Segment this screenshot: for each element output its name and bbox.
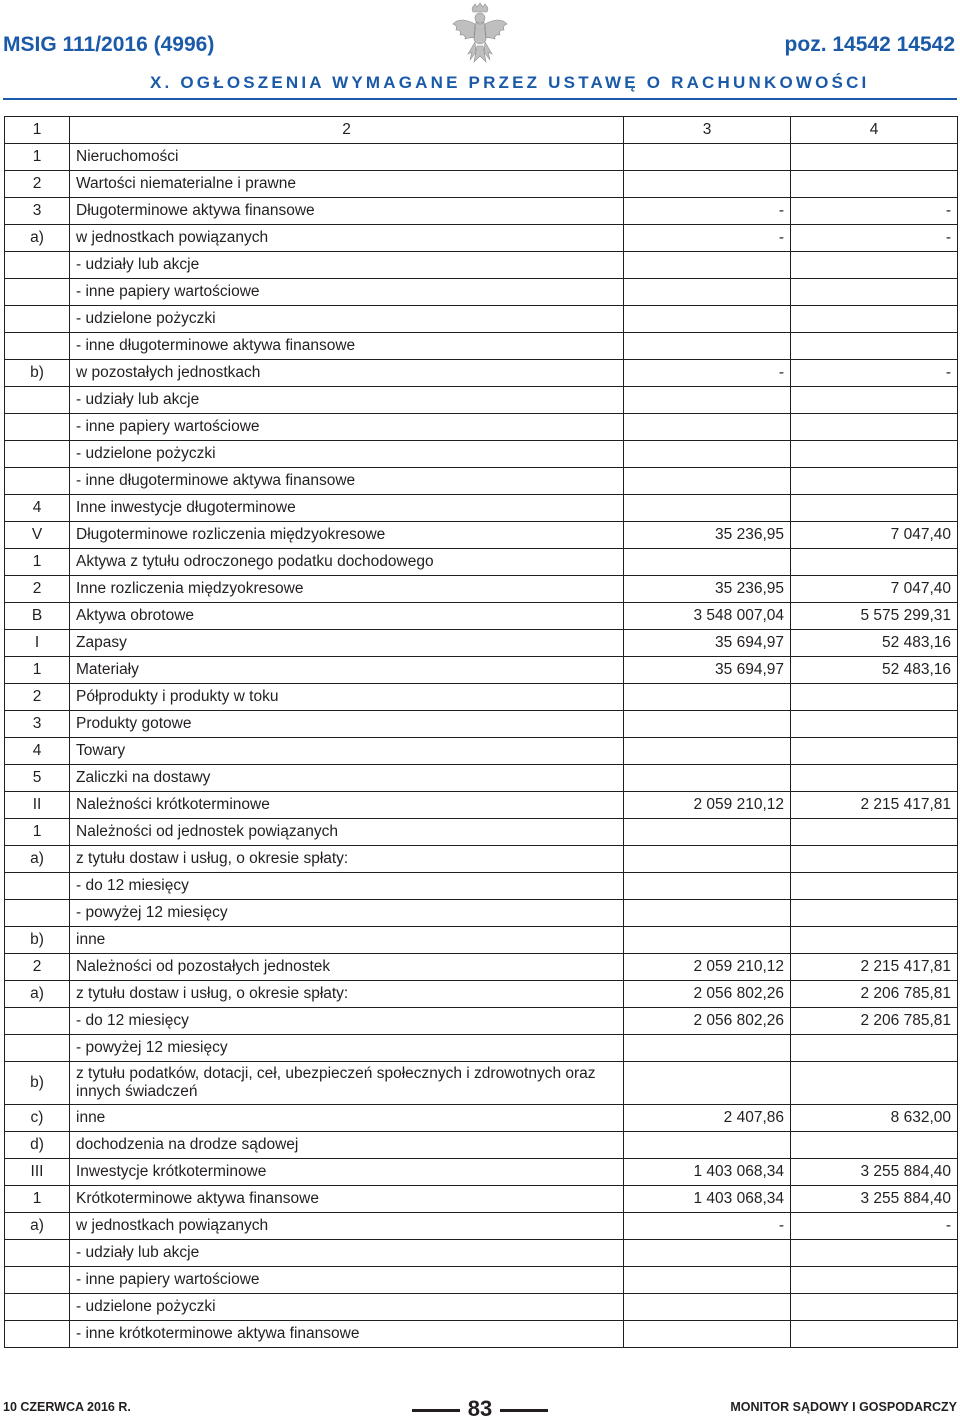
current-year-cell <box>624 252 791 279</box>
previous-year-cell: 52 483,16 <box>791 657 958 684</box>
row-label-cell: - inne papiery wartościowe <box>70 1267 624 1294</box>
previous-year-cell: 52 483,16 <box>791 630 958 657</box>
row-label-cell: Zaliczki na dostawy <box>70 765 624 792</box>
table-row <box>5 1132 958 1159</box>
table-row <box>5 738 958 765</box>
table-row <box>5 954 958 981</box>
row-index-cell: 1 <box>5 657 70 684</box>
row-index-cell: 5 <box>5 765 70 792</box>
table-row <box>5 414 958 441</box>
previous-year-cell <box>791 468 958 495</box>
previous-year-cell <box>791 144 958 171</box>
row-index-cell: b) <box>5 360 70 387</box>
row-index-cell <box>5 1321 70 1348</box>
row-label-cell: - inne krótkoterminowe aktywa finansowe <box>70 1321 624 1348</box>
row-index-cell <box>5 387 70 414</box>
current-year-cell: 2 056 802,26 <box>624 1008 791 1035</box>
current-year-cell: 2 059 210,12 <box>624 954 791 981</box>
current-year-cell <box>624 1062 791 1105</box>
previous-year-cell <box>791 1294 958 1321</box>
row-index-cell: a) <box>5 1213 70 1240</box>
current-year-cell <box>624 495 791 522</box>
table-row <box>5 549 958 576</box>
previous-year-cell: 8 632,00 <box>791 1105 958 1132</box>
current-year-cell <box>624 1035 791 1062</box>
row-index-cell <box>5 414 70 441</box>
row-index-cell: I <box>5 630 70 657</box>
table-row <box>5 441 958 468</box>
current-year-cell <box>624 387 791 414</box>
previous-year-cell: 7 047,40 <box>791 576 958 603</box>
row-label-cell: z tytułu podatków, dotacji, ceł, ubezpieczeń społecznych i zdrowotnych oraz innych świadczeń <box>70 1062 624 1105</box>
current-year-cell <box>624 1294 791 1321</box>
row-index-cell: 2 <box>5 954 70 981</box>
previous-year-cell <box>791 441 958 468</box>
previous-year-cell <box>791 1267 958 1294</box>
page-dash-left <box>412 1409 460 1412</box>
current-year-cell <box>624 333 791 360</box>
row-index-cell <box>5 468 70 495</box>
page-dash-right <box>500 1409 548 1412</box>
table-row <box>5 1294 958 1321</box>
table-row <box>5 306 958 333</box>
row-index-cell: b) <box>5 927 70 954</box>
row-label-cell: - udziały lub akcje <box>70 252 624 279</box>
table-row <box>5 495 958 522</box>
current-year-cell <box>624 1240 791 1267</box>
current-year-cell <box>624 279 791 306</box>
row-label-cell: - powyżej 12 miesięcy <box>70 1035 624 1062</box>
row-label-cell: Materiały <box>70 657 624 684</box>
table-row <box>5 279 958 306</box>
row-label-cell: w pozostałych jednostkach <box>70 360 624 387</box>
current-year-cell <box>624 684 791 711</box>
row-index-cell: 3 <box>5 711 70 738</box>
row-label-cell: - udzielone pożyczki <box>70 1294 624 1321</box>
previous-year-cell: 5 575 299,31 <box>791 603 958 630</box>
row-label-cell: Inne inwestycje długoterminowe <box>70 495 624 522</box>
current-year-cell <box>624 414 791 441</box>
row-label-cell: Nieruchomości <box>70 144 624 171</box>
previous-year-cell <box>791 333 958 360</box>
previous-year-cell <box>791 738 958 765</box>
footer-publication: MONITOR SĄDOWY I GOSPODARCZY <box>730 1400 957 1414</box>
header-cell-2: 2 <box>70 117 624 144</box>
table-row <box>5 387 958 414</box>
previous-year-cell <box>791 414 958 441</box>
table-row <box>5 360 958 387</box>
previous-year-cell: - <box>791 198 958 225</box>
current-year-cell: - <box>624 1213 791 1240</box>
row-index-cell: V <box>5 522 70 549</box>
table-row <box>5 1062 958 1105</box>
row-label-cell: Półprodukty i produkty w toku <box>70 684 624 711</box>
table-row <box>5 873 958 900</box>
row-label-cell: z tytułu dostaw i usług, o okresie spłaty: <box>70 846 624 873</box>
row-index-cell: 4 <box>5 495 70 522</box>
table-row <box>5 927 958 954</box>
table-row <box>5 1008 958 1035</box>
row-label-cell: Wartości niematerialne i prawne <box>70 171 624 198</box>
table-row <box>5 630 958 657</box>
row-index-cell: II <box>5 792 70 819</box>
row-index-cell <box>5 1035 70 1062</box>
row-label-cell: - udzielone pożyczki <box>70 306 624 333</box>
table-row <box>5 468 958 495</box>
table-row <box>5 657 958 684</box>
current-year-cell: 35 236,95 <box>624 522 791 549</box>
table-row <box>5 333 958 360</box>
current-year-cell <box>624 927 791 954</box>
previous-year-cell <box>791 1062 958 1105</box>
previous-year-cell <box>791 387 958 414</box>
table-row <box>5 1105 958 1132</box>
previous-year-cell <box>791 900 958 927</box>
current-year-cell: - <box>624 225 791 252</box>
row-index-cell <box>5 1294 70 1321</box>
current-year-cell <box>624 144 791 171</box>
issue-number: MSIG 111/2016 (4996) <box>3 33 215 56</box>
current-year-cell: 3 548 007,04 <box>624 603 791 630</box>
row-label-cell: Należności od pozostałych jednostek <box>70 954 624 981</box>
row-label-cell: w jednostkach powiązanych <box>70 225 624 252</box>
previous-year-cell <box>791 495 958 522</box>
row-label-cell: Aktywa obrotowe <box>70 603 624 630</box>
table-row <box>5 144 958 171</box>
row-label-cell: Długoterminowe rozliczenia międzyokresowe <box>70 522 624 549</box>
table-row <box>5 198 958 225</box>
row-label-cell: - inne długoterminowe aktywa finansowe <box>70 333 624 360</box>
row-label-cell: Zapasy <box>70 630 624 657</box>
current-year-cell <box>624 738 791 765</box>
previous-year-cell <box>791 549 958 576</box>
position-number: poz. 14542 14542 <box>784 33 955 56</box>
previous-year-cell: 2 206 785,81 <box>791 981 958 1008</box>
row-index-cell: b) <box>5 1062 70 1105</box>
previous-year-cell <box>791 873 958 900</box>
row-label-cell: - udziały lub akcje <box>70 1240 624 1267</box>
previous-year-cell <box>791 927 958 954</box>
previous-year-cell <box>791 819 958 846</box>
row-label-cell: inne <box>70 1105 624 1132</box>
row-label-cell: Długoterminowe aktywa finansowe <box>70 198 624 225</box>
row-label-cell: - udzielone pożyczki <box>70 441 624 468</box>
row-index-cell <box>5 1240 70 1267</box>
previous-year-cell <box>791 1240 958 1267</box>
row-label-cell: z tytułu dostaw i usług, o okresie spłaty: <box>70 981 624 1008</box>
table-row <box>5 522 958 549</box>
row-index-cell <box>5 252 70 279</box>
previous-year-cell <box>791 711 958 738</box>
previous-year-cell <box>791 846 958 873</box>
row-index-cell: B <box>5 603 70 630</box>
current-year-cell <box>624 549 791 576</box>
current-year-cell <box>624 846 791 873</box>
previous-year-cell <box>791 252 958 279</box>
table-row <box>5 603 958 630</box>
current-year-cell: 35 694,97 <box>624 630 791 657</box>
table-row <box>5 846 958 873</box>
row-index-cell: a) <box>5 846 70 873</box>
row-index-cell: a) <box>5 981 70 1008</box>
row-index-cell: 4 <box>5 738 70 765</box>
previous-year-cell <box>791 684 958 711</box>
row-index-cell <box>5 279 70 306</box>
row-label-cell: - udziały lub akcje <box>70 387 624 414</box>
row-label-cell: Aktywa z tytułu odroczonego podatku dochodowego <box>70 549 624 576</box>
current-year-cell: 2 056 802,26 <box>624 981 791 1008</box>
table-row <box>5 1240 958 1267</box>
previous-year-cell <box>791 1132 958 1159</box>
current-year-cell: 1 403 068,34 <box>624 1159 791 1186</box>
previous-year-cell: - <box>791 360 958 387</box>
row-index-cell: 1 <box>5 549 70 576</box>
row-label-cell: - do 12 miesięcy <box>70 1008 624 1035</box>
previous-year-cell <box>791 171 958 198</box>
row-index-cell <box>5 900 70 927</box>
previous-year-cell: 3 255 884,40 <box>791 1186 958 1213</box>
row-index-cell: a) <box>5 225 70 252</box>
table-row <box>5 1159 958 1186</box>
header-cell-3: 3 <box>624 117 791 144</box>
table-row <box>5 171 958 198</box>
table-row <box>5 792 958 819</box>
row-label-cell: - powyżej 12 miesięcy <box>70 900 624 927</box>
previous-year-cell: - <box>791 225 958 252</box>
row-label-cell: - inne długoterminowe aktywa finansowe <box>70 468 624 495</box>
row-index-cell: 2 <box>5 171 70 198</box>
current-year-cell: 35 694,97 <box>624 657 791 684</box>
current-year-cell <box>624 900 791 927</box>
row-index-cell: 1 <box>5 1186 70 1213</box>
current-year-cell: - <box>624 360 791 387</box>
table-header-row <box>5 117 958 144</box>
row-label-cell: Należności krótkoterminowe <box>70 792 624 819</box>
table-row <box>5 225 958 252</box>
row-index-cell <box>5 441 70 468</box>
row-label-cell: Należności od jednostek powiązanych <box>70 819 624 846</box>
table-row <box>5 981 958 1008</box>
table-row <box>5 1267 958 1294</box>
table-row <box>5 1186 958 1213</box>
table-row <box>5 1213 958 1240</box>
row-index-cell <box>5 1267 70 1294</box>
row-index-cell: III <box>5 1159 70 1186</box>
row-index-cell <box>5 333 70 360</box>
row-label-cell: Towary <box>70 738 624 765</box>
header-cell-1: 1 <box>5 117 70 144</box>
row-label-cell: - inne papiery wartościowe <box>70 414 624 441</box>
row-index-cell: 2 <box>5 684 70 711</box>
current-year-cell <box>624 1132 791 1159</box>
table-row <box>5 1035 958 1062</box>
row-label-cell: - do 12 miesięcy <box>70 873 624 900</box>
table-row <box>5 684 958 711</box>
row-label-cell: w jednostkach powiązanych <box>70 1213 624 1240</box>
table-row <box>5 576 958 603</box>
table-row <box>5 900 958 927</box>
row-index-cell: d) <box>5 1132 70 1159</box>
row-index-cell <box>5 1008 70 1035</box>
row-index-cell: c) <box>5 1105 70 1132</box>
row-index-cell <box>5 873 70 900</box>
current-year-cell: 2 407,86 <box>624 1105 791 1132</box>
balance-sheet-table <box>4 116 958 1348</box>
previous-year-cell: 2 206 785,81 <box>791 1008 958 1035</box>
current-year-cell <box>624 819 791 846</box>
table-row <box>5 252 958 279</box>
row-index-cell: 3 <box>5 198 70 225</box>
footer-date: 10 CZERWCA 2016 R. <box>3 1400 131 1414</box>
current-year-cell <box>624 765 791 792</box>
table-row <box>5 765 958 792</box>
previous-year-cell: 2 215 417,81 <box>791 954 958 981</box>
previous-year-cell: - <box>791 1213 958 1240</box>
current-year-cell <box>624 306 791 333</box>
previous-year-cell: 2 215 417,81 <box>791 792 958 819</box>
table-row <box>5 1321 958 1348</box>
row-index-cell: 1 <box>5 144 70 171</box>
table-row <box>5 819 958 846</box>
previous-year-cell <box>791 306 958 333</box>
current-year-cell <box>624 873 791 900</box>
previous-year-cell: 7 047,40 <box>791 522 958 549</box>
polish-eagle-emblem-icon <box>450 2 510 66</box>
section-title: X. OGŁOSZENIA WYMAGANE PRZEZ USTAWĘ O RACHUNKOWOŚCI <box>150 73 870 92</box>
current-year-cell: - <box>624 198 791 225</box>
current-year-cell <box>624 441 791 468</box>
page-number-text: 83 <box>467 1396 493 1421</box>
previous-year-cell <box>791 279 958 306</box>
current-year-cell: 1 403 068,34 <box>624 1186 791 1213</box>
row-index-cell: 1 <box>5 819 70 846</box>
current-year-cell <box>624 711 791 738</box>
row-index-cell <box>5 306 70 333</box>
row-label-cell: - inne papiery wartościowe <box>70 279 624 306</box>
current-year-cell <box>624 1321 791 1348</box>
row-label-cell: Krótkoterminowe aktywa finansowe <box>70 1186 624 1213</box>
previous-year-cell <box>791 765 958 792</box>
header-cell-4: 4 <box>791 117 958 144</box>
header-rule <box>3 98 957 100</box>
current-year-cell: 2 059 210,12 <box>624 792 791 819</box>
previous-year-cell <box>791 1035 958 1062</box>
previous-year-cell <box>791 1321 958 1348</box>
current-year-cell: 35 236,95 <box>624 576 791 603</box>
row-label-cell: Produkty gotowe <box>70 711 624 738</box>
row-label-cell: Inne rozliczenia międzyokresowe <box>70 576 624 603</box>
row-label-cell: Inwestycje krótkoterminowe <box>70 1159 624 1186</box>
table-row <box>5 711 958 738</box>
row-index-cell: 2 <box>5 576 70 603</box>
current-year-cell <box>624 171 791 198</box>
row-label-cell: inne <box>70 927 624 954</box>
current-year-cell <box>624 468 791 495</box>
row-label-cell: dochodzenia na drodze sądowej <box>70 1132 624 1159</box>
previous-year-cell: 3 255 884,40 <box>791 1159 958 1186</box>
current-year-cell <box>624 1267 791 1294</box>
